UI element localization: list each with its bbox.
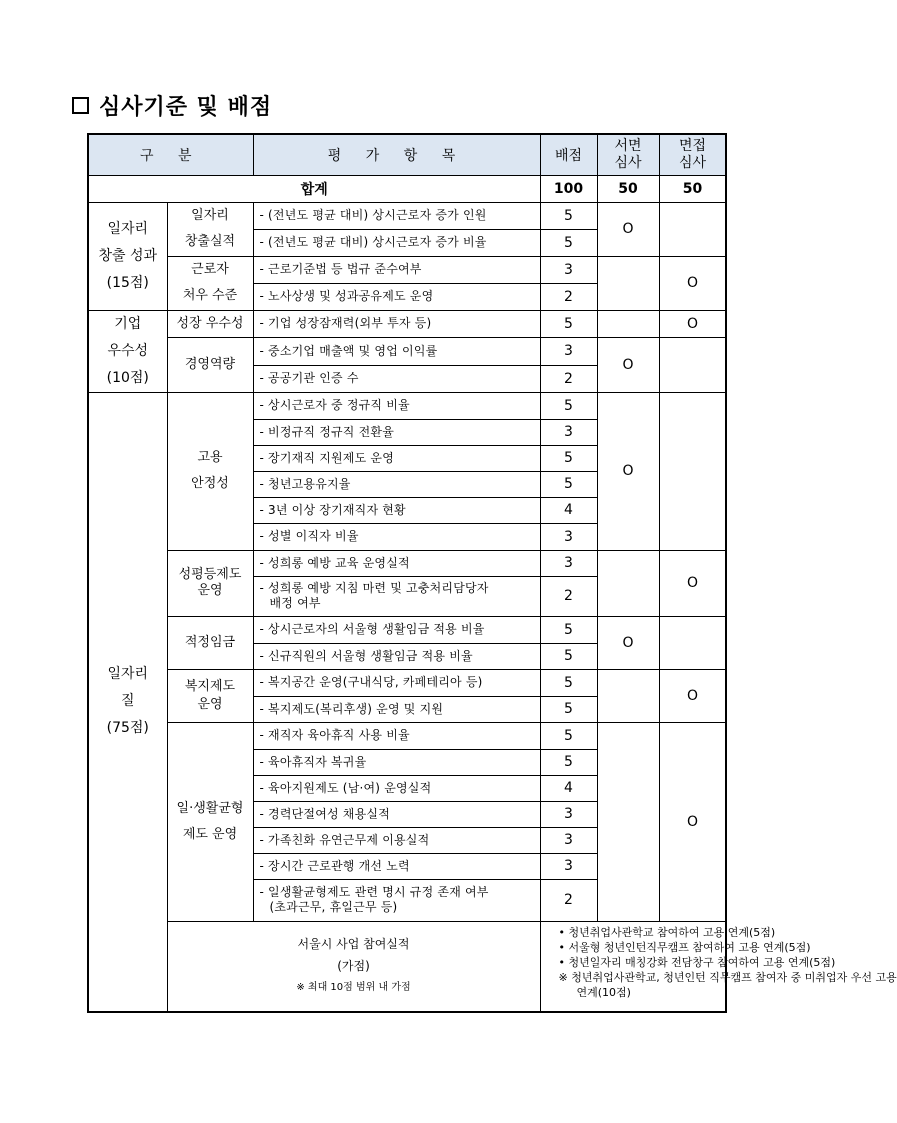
interview-mark: O <box>659 256 726 310</box>
sub-job-creation <box>167 202 253 256</box>
sub-label: 고용 <box>197 450 223 465</box>
item-points: 5 <box>540 643 597 669</box>
header-interview <box>659 134 726 175</box>
doc-mark: O <box>597 202 659 256</box>
total-points: 100 <box>540 175 597 202</box>
item-text: - 근로기준법 등 법규 준수여부 <box>253 256 540 283</box>
item-points: 3 <box>540 337 597 365</box>
page-title <box>72 90 272 121</box>
interview-mark: O <box>659 669 726 722</box>
item-text-line2: (초과근무, 휴일근무 등) <box>269 900 398 914</box>
item-points: 3 <box>540 801 597 827</box>
section-score: (75점) <box>106 720 149 737</box>
item-points: 5 <box>540 696 597 722</box>
header-category: 구 분 <box>88 134 253 175</box>
interview-empty <box>659 616 726 669</box>
interview-mark: O <box>659 722 726 921</box>
total-doc: 50 <box>597 175 659 202</box>
item-points: 5 <box>540 229 597 256</box>
section-score: (15점) <box>106 274 149 291</box>
item-text-line1: - 성희롱 예방 지침 마련 및 고충처리담당자 <box>259 581 489 595</box>
item-points: 2 <box>540 879 597 921</box>
bonus-line: • 서울형 청년인턴직무캠프 참여하여 고용 연계(5점) <box>558 940 811 954</box>
doc-empty <box>597 722 659 921</box>
item-text: - 3년 이상 장기재직자 현황 <box>253 497 540 523</box>
section-job-creation <box>88 202 167 310</box>
doc-empty <box>597 310 659 337</box>
item-points: 5 <box>540 445 597 471</box>
item-text: - 기업 성장잠재력(외부 투자 등) <box>253 310 540 337</box>
table-row <box>88 202 726 229</box>
header-doc-review <box>597 134 659 175</box>
table-row <box>88 392 726 419</box>
title-text: 심사기준 및 배점 <box>99 95 273 120</box>
item-text: - 복지공간 운영(구내식당, 카페테리아 등) <box>253 669 540 696</box>
section-company-excellence <box>88 310 167 392</box>
total-interview: 50 <box>659 175 726 202</box>
item-points: 4 <box>540 497 597 523</box>
bonus-label-line: 서울시 사업 참여실적 <box>297 937 410 952</box>
item-text <box>253 879 540 921</box>
checkbox-square-icon <box>72 97 89 114</box>
bonus-label-line: (가점) <box>337 959 370 974</box>
item-points: 5 <box>540 749 597 775</box>
sub-label: 안정성 <box>191 476 229 491</box>
bonus-label <box>167 921 540 1012</box>
sub-gender-equality <box>167 550 253 616</box>
item-points: 5 <box>540 669 597 696</box>
item-text: - 육아지원제도 (남·여) 운영실적 <box>253 775 540 801</box>
section-label: 우수성 <box>107 342 149 359</box>
item-points: 3 <box>540 419 597 445</box>
item-text: - 복지제도(복리후생) 운영 및 지원 <box>253 696 540 722</box>
sub-growth: 성장 우수성 <box>167 310 253 337</box>
item-text: - (전년도 평균 대비) 상시근로자 증가 인원 <box>253 202 540 229</box>
bonus-line: 연계(10점) <box>576 985 631 999</box>
item-points: 5 <box>540 471 597 497</box>
doc-mark: O <box>597 616 659 669</box>
interview-empty <box>659 337 726 392</box>
sub-label: 창출실적 <box>184 234 236 249</box>
item-text: - 청년고용유지율 <box>253 471 540 497</box>
table-row <box>88 669 726 696</box>
item-text: - 중소기업 매출액 및 영업 이익률 <box>253 337 540 365</box>
section-score: (10점) <box>106 369 149 386</box>
bonus-line: • 청년취업사관학교 참여하여 고용 연계(5점) <box>558 925 776 939</box>
sub-label: 운영 <box>197 696 223 712</box>
section-label: 기업 <box>114 315 142 332</box>
sub-label: 일자리 <box>191 208 229 223</box>
sub-welfare <box>167 669 253 722</box>
item-points: 5 <box>540 202 597 229</box>
section-label: 질 <box>120 693 135 710</box>
sub-management: 경영역량 <box>167 337 253 392</box>
header-interview-line1: 면접 <box>678 137 707 154</box>
doc-empty <box>597 669 659 722</box>
section-label: 일자리 <box>107 220 149 237</box>
table-row <box>88 337 726 365</box>
bonus-line: ※ 청년취업사관학교, 청년인턴 직무캠프 참여자 중 미취업자 우선 고용 <box>558 970 897 984</box>
doc-empty <box>597 256 659 310</box>
item-points: 3 <box>540 256 597 283</box>
header-doc-review-line1: 서면 <box>614 137 642 154</box>
item-text: - 노사상생 및 성과공유제도 운영 <box>253 283 540 310</box>
item-points: 3 <box>540 827 597 853</box>
interview-mark: O <box>659 550 726 616</box>
doc-mark: O <box>597 392 659 550</box>
item-text-line1: - 일생활균형제도 관련 명시 규정 존재 여부 <box>259 885 489 899</box>
item-points: 3 <box>540 853 597 879</box>
sub-label: 운영 <box>197 583 223 598</box>
doc-mark: O <box>597 337 659 392</box>
sub-employment-stability <box>167 392 253 550</box>
sub-label: 성평등제도 <box>178 567 242 582</box>
bonus-line: • 청년일자리 매칭강화 전담창구 참여하여 고용 연계(5점) <box>558 955 836 969</box>
evaluation-table <box>87 133 897 1013</box>
table-row <box>88 616 726 643</box>
item-points: 3 <box>540 523 597 550</box>
item-text: - 장기재직 지원제도 운영 <box>253 445 540 471</box>
item-text-line2: 배정 여부 <box>269 596 321 610</box>
sub-label: 일·생활균형 <box>176 800 244 816</box>
item-text: - (전년도 평균 대비) 상시근로자 증가 비율 <box>253 229 540 256</box>
item-text: - 경력단절여성 채용실적 <box>253 801 540 827</box>
item-text: - 성희롱 예방 교육 운영실적 <box>253 550 540 576</box>
item-text: - 가족친화 유연근무제 이용실적 <box>253 827 540 853</box>
item-text: - 상시근로자 중 정규직 비율 <box>253 392 540 419</box>
total-label: 합계 <box>88 175 540 202</box>
bonus-details <box>540 921 897 1012</box>
item-text: - 재직자 육아휴직 사용 비율 <box>253 722 540 749</box>
table-header <box>88 134 726 175</box>
doc-empty <box>597 550 659 616</box>
item-text: - 상시근로자의 서울형 생활임금 적용 비율 <box>253 616 540 643</box>
item-points: 5 <box>540 722 597 749</box>
item-text: - 공공기관 인증 수 <box>253 365 540 392</box>
sub-label: 제도 운영 <box>182 826 238 842</box>
item-text: - 신규직원의 서울형 생활임금 적용 비율 <box>253 643 540 669</box>
bonus-note: ※ 최대 10점 범위 내 가점 <box>296 982 411 994</box>
item-points: 2 <box>540 576 597 616</box>
bonus-row <box>88 921 726 1012</box>
section-job-quality <box>88 392 167 1012</box>
total-row <box>88 175 726 202</box>
item-text: - 성별 이직자 비율 <box>253 523 540 550</box>
item-points: 5 <box>540 392 597 419</box>
section-label: 일자리 <box>107 666 149 683</box>
table-row <box>88 256 726 283</box>
table-row <box>88 310 726 337</box>
header-criteria: 평 가 항 목 <box>253 134 540 175</box>
item-points: 5 <box>540 310 597 337</box>
interview-empty <box>659 202 726 256</box>
header-interview-line2: 심사 <box>678 154 707 171</box>
item-points: 4 <box>540 775 597 801</box>
sub-label: 복지제도 <box>184 678 236 694</box>
table-row <box>88 722 726 749</box>
item-text: - 육아휴직자 복귀율 <box>253 749 540 775</box>
item-points: 2 <box>540 365 597 392</box>
header-points: 배점 <box>540 134 597 175</box>
interview-mark: O <box>659 310 726 337</box>
item-points: 5 <box>540 616 597 643</box>
item-text <box>253 576 540 616</box>
table-row <box>88 550 726 576</box>
sub-fair-wage: 적정임금 <box>167 616 253 669</box>
sub-label: 처우 수준 <box>182 288 238 303</box>
header-doc-review-line2: 심사 <box>614 154 642 171</box>
sub-worker-treatment <box>167 256 253 310</box>
item-text: - 비정규직 정규직 전환율 <box>253 419 540 445</box>
item-text: - 장시간 근로관행 개선 노력 <box>253 853 540 879</box>
section-label: 창출 성과 <box>98 247 158 264</box>
item-points: 2 <box>540 283 597 310</box>
interview-empty <box>659 392 726 550</box>
sub-work-life-balance <box>167 722 253 921</box>
item-points: 3 <box>540 550 597 576</box>
sub-label: 근로자 <box>191 262 229 277</box>
